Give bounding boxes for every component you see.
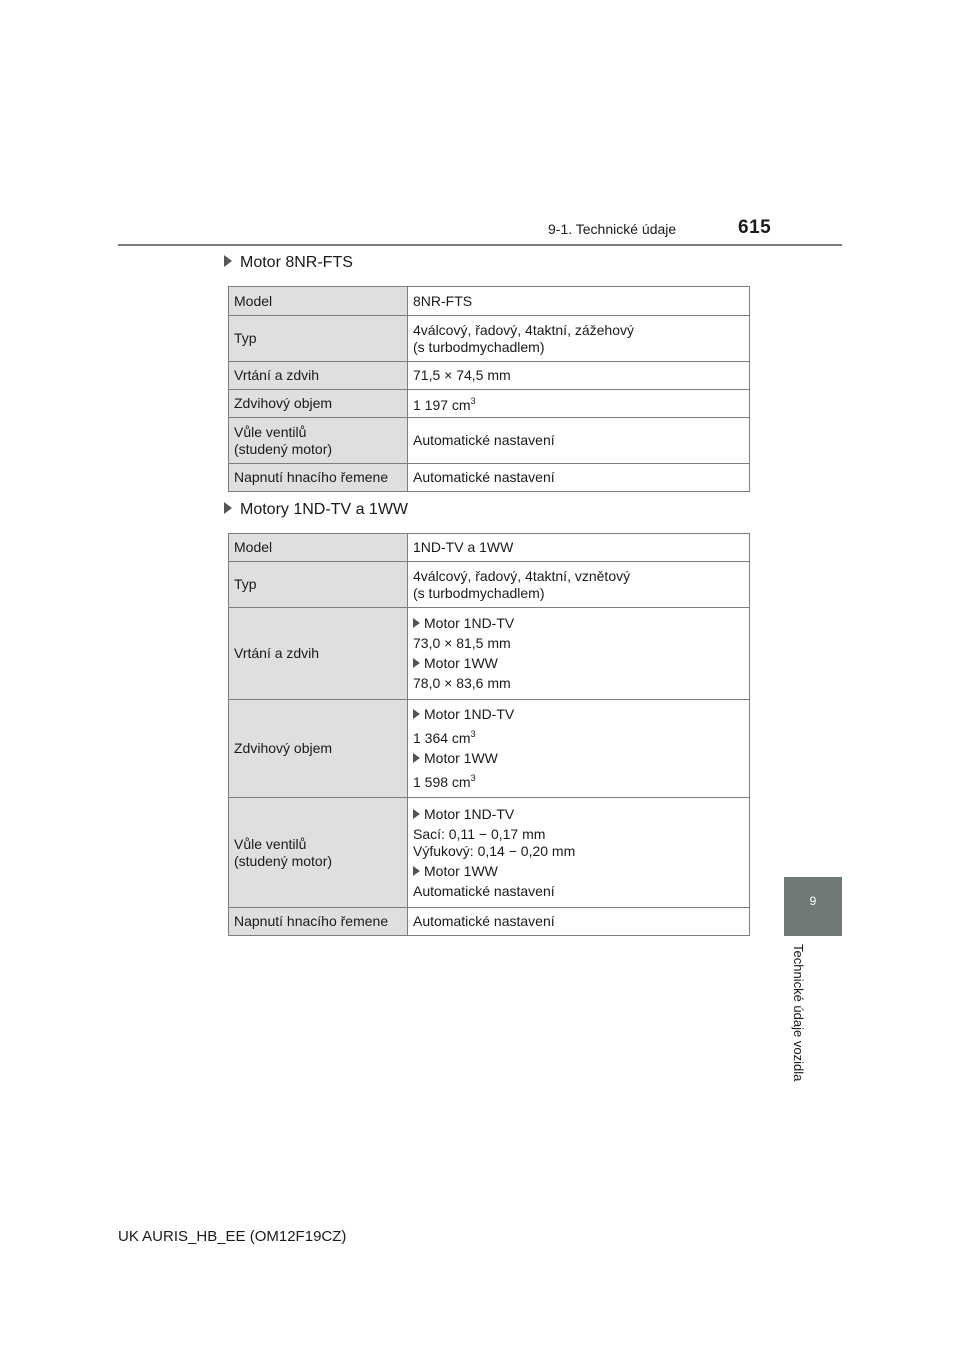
page-header (118, 214, 842, 246)
row-value: 71,5 × 74,5 mm (408, 362, 750, 390)
row-value: Automatické nastavení (408, 464, 750, 492)
arrow-right-icon (413, 658, 420, 668)
arrow-right-icon (224, 255, 232, 267)
row-label: Model (229, 534, 408, 562)
table-row (229, 534, 750, 562)
page-number: 615 (738, 217, 772, 238)
row-label: Napnutí hnacího řemene (229, 908, 408, 936)
engine-subheading (413, 863, 744, 880)
engine-subheading (413, 806, 744, 823)
row-label (229, 798, 408, 908)
engine-value (413, 726, 744, 747)
chapter-tab: 9 (784, 877, 842, 936)
table-row (229, 418, 750, 464)
section-heading-1nd-tv-1ww (224, 501, 408, 519)
row-value (408, 608, 750, 700)
row-value-line: (s turbodmychadlem) (413, 338, 545, 355)
table-row (229, 287, 750, 316)
superscript: 3 (470, 773, 476, 783)
row-label-line: Vůle ventilů (234, 423, 307, 440)
displacement-value: 1 197 cm (413, 397, 471, 413)
table-row (229, 608, 750, 700)
engine-value: Výfukový: 0,14 − 0,20 mm (413, 842, 576, 859)
engine-subheading (413, 615, 744, 632)
engine-value: 78,0 × 83,6 mm (413, 675, 511, 691)
row-label: Model (229, 287, 408, 316)
table-row (229, 316, 750, 362)
row-label: Zdvihový objem (229, 390, 408, 418)
superscript: 3 (470, 396, 476, 406)
engine-name: Motor 1ND-TV (424, 706, 515, 722)
row-label-line: (studený motor) (234, 852, 333, 869)
table-row (229, 562, 750, 608)
row-label: Napnutí hnacího řemene (229, 464, 408, 492)
table-row (229, 390, 750, 418)
header-divider (118, 244, 842, 246)
row-label: Vrtání a zdvih (229, 362, 408, 390)
row-value: Automatické nastavení (408, 908, 750, 936)
engine-name: Motor 1WW (424, 862, 498, 879)
row-label: Typ (229, 562, 408, 608)
engine-subheading (413, 706, 744, 723)
displacement-value: 1 598 cm (413, 774, 471, 790)
arrow-right-icon (413, 709, 420, 719)
table-row (229, 798, 750, 908)
arrow-right-icon (413, 866, 420, 876)
engine-name: Motor 1ND-TV (424, 615, 515, 631)
section-heading-8nr-fts (224, 254, 353, 272)
row-value-line: 4válcový, řadový, 4taktní, zážehový (413, 321, 634, 338)
engine-name: Motor 1WW (424, 655, 498, 671)
row-label-line: (studený motor) (234, 440, 333, 457)
table-row (229, 700, 750, 798)
row-value-line: (s turbodmychadlem) (413, 584, 545, 601)
row-value: 8NR-FTS (408, 287, 750, 316)
section-heading-text: Motory 1ND-TV a 1WW (240, 501, 409, 518)
row-value (408, 700, 750, 798)
engine-subheading (413, 750, 744, 767)
row-label: Vrtání a zdvih (229, 608, 408, 700)
row-value: Automatické nastavení (408, 418, 750, 464)
row-value (408, 798, 750, 908)
arrow-right-icon (224, 502, 232, 514)
row-value (408, 316, 750, 362)
table-row (229, 908, 750, 936)
row-label (229, 418, 408, 464)
displacement-value: 1 364 cm (413, 730, 471, 746)
row-value: 1ND-TV a 1WW (408, 534, 750, 562)
chapter-label: Technické údaje vozidla (791, 944, 806, 1082)
engine-subheading (413, 655, 744, 672)
engine-value: Sací: 0,11 − 0,17 mm (413, 825, 546, 842)
spec-table-1nd-tv-1ww (228, 533, 750, 936)
table-row (229, 464, 750, 492)
row-value (408, 562, 750, 608)
table-row (229, 362, 750, 390)
arrow-right-icon (413, 753, 420, 763)
row-value (408, 390, 750, 418)
arrow-right-icon (413, 809, 420, 819)
row-value-line: 4válcový, řadový, 4taktní, vznětový (413, 567, 631, 584)
engine-value (413, 770, 744, 791)
row-label: Zdvihový objem (229, 700, 408, 798)
engine-value: 73,0 × 81,5 mm (413, 635, 511, 651)
header-section-title: 9-1. Technické údaje (548, 221, 677, 237)
engine-value: Automatické nastavení (413, 882, 555, 899)
document-footer: UK AURIS_HB_EE (OM12F19CZ) (118, 1228, 347, 1245)
arrow-right-icon (413, 618, 420, 628)
spec-table-8nr-fts (228, 286, 750, 492)
engine-name: Motor 1ND-TV (424, 805, 515, 822)
row-label: Typ (229, 316, 408, 362)
superscript: 3 (470, 729, 476, 739)
section-heading-text: Motor 8NR-FTS (240, 254, 353, 271)
engine-name: Motor 1WW (424, 750, 498, 766)
row-label-line: Vůle ventilů (234, 835, 307, 852)
